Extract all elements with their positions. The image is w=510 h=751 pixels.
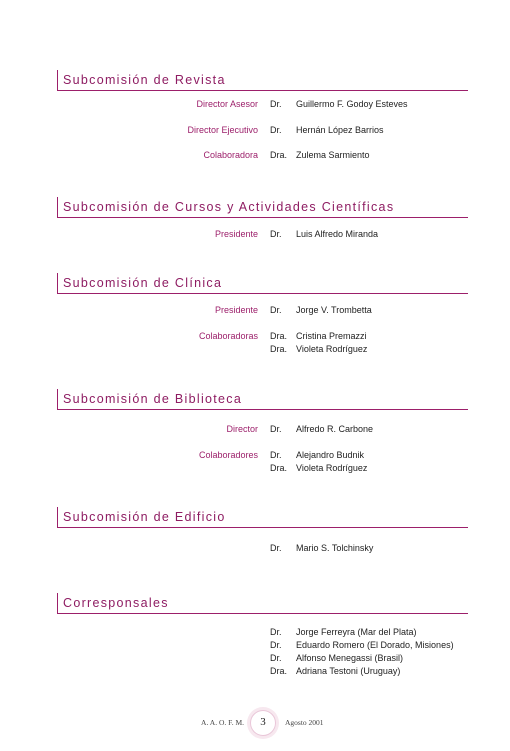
member-role: Presidente — [214, 305, 258, 315]
member-name: Jorge Ferreyra (Mar del Plata) — [296, 627, 417, 637]
section-header — [57, 273, 468, 294]
member-row — [57, 665, 468, 679]
member-role: Director Ejecutivo — [187, 125, 258, 135]
section-edificio — [57, 507, 468, 553]
member-row — [57, 652, 468, 666]
member-title: Dr. — [270, 229, 282, 239]
member-name: Guillermo F. Godoy Esteves — [296, 99, 408, 109]
section-header — [57, 70, 468, 91]
member-title: Dr. — [270, 125, 282, 135]
section-header — [57, 593, 468, 614]
section-revista — [57, 70, 468, 160]
member-title: Dr. — [270, 653, 282, 663]
member-title: Dra. — [270, 344, 288, 354]
member-name: Zulema Sarmiento — [296, 150, 370, 160]
section-clinica — [57, 273, 468, 354]
member-title: Dra. — [270, 331, 288, 341]
member-name: Cristina Premazzi — [296, 331, 367, 341]
section-title: Subcomisión de Cursos y Actividades Científicas — [63, 200, 395, 214]
member-title: Dra. — [270, 463, 288, 473]
section-cursos — [57, 197, 468, 239]
member-title: Dra. — [270, 150, 288, 160]
member-role: Colaboradora — [203, 150, 258, 160]
member-role: Colaboradores — [198, 450, 258, 460]
section-title: Corresponsales — [63, 596, 169, 610]
member-name: Alfredo R. Carbone — [296, 424, 374, 434]
member-name: Violeta Rodríguez — [296, 344, 368, 354]
member-title: Dr. — [270, 99, 282, 109]
member-row — [57, 626, 468, 640]
member-row — [57, 639, 468, 653]
member-name: Hernán López Barrios — [296, 125, 384, 135]
member-role: Director Asesor — [196, 99, 258, 109]
member-name: Alfonso Menegassi (Brasil) — [296, 653, 404, 663]
section-title: Subcomisión de Revista — [63, 73, 226, 87]
section-biblioteca — [57, 389, 468, 473]
page-footer — [0, 708, 510, 738]
section-title: Subcomisión de Edificio — [63, 510, 226, 524]
section-title: Subcomisión de Biblioteca — [63, 392, 243, 406]
section-title: Subcomisión de Clínica — [63, 276, 223, 290]
member-name: Adriana Testoni (Uruguay) — [296, 666, 401, 676]
member-row — [57, 343, 468, 357]
section-corresponsales — [57, 593, 468, 676]
member-name: Luis Alfredo Miranda — [296, 229, 379, 239]
member-name: Jorge V. Trombetta — [296, 305, 372, 315]
member-title: Dr. — [270, 450, 282, 460]
page-number: 3 — [260, 716, 266, 728]
member-row — [57, 149, 468, 163]
member-title: Dr. — [270, 305, 282, 315]
member-row — [57, 330, 468, 344]
member-row — [57, 228, 468, 242]
member-role: Presidente — [214, 229, 258, 239]
member-title: Dr. — [270, 640, 282, 650]
member-name: Alejandro Budnik — [296, 450, 365, 460]
member-row — [57, 449, 468, 463]
member-name: Eduardo Romero (El Dorado, Misiones) — [296, 640, 454, 650]
footer-publication: A. A. O. F. M. — [201, 718, 244, 727]
member-title: Dra. — [270, 666, 288, 676]
section-header — [57, 507, 468, 528]
member-row — [57, 304, 468, 318]
section-header — [57, 389, 468, 410]
member-title: Dr. — [270, 424, 282, 434]
section-header — [57, 197, 468, 218]
page-number-badge — [250, 710, 276, 736]
member-role: Director — [226, 424, 258, 434]
member-row — [57, 542, 468, 556]
member-title: Dr. — [270, 627, 282, 637]
member-name: Mario S. Tolchinsky — [296, 543, 374, 553]
member-row — [57, 124, 468, 138]
member-role: Colaboradoras — [198, 331, 258, 341]
member-row — [57, 423, 468, 437]
member-name: Violeta Rodríguez — [296, 463, 368, 473]
member-title: Dr. — [270, 543, 282, 553]
footer-date: Agosto 2001 — [285, 718, 324, 727]
member-row — [57, 462, 468, 476]
member-row — [57, 98, 468, 112]
